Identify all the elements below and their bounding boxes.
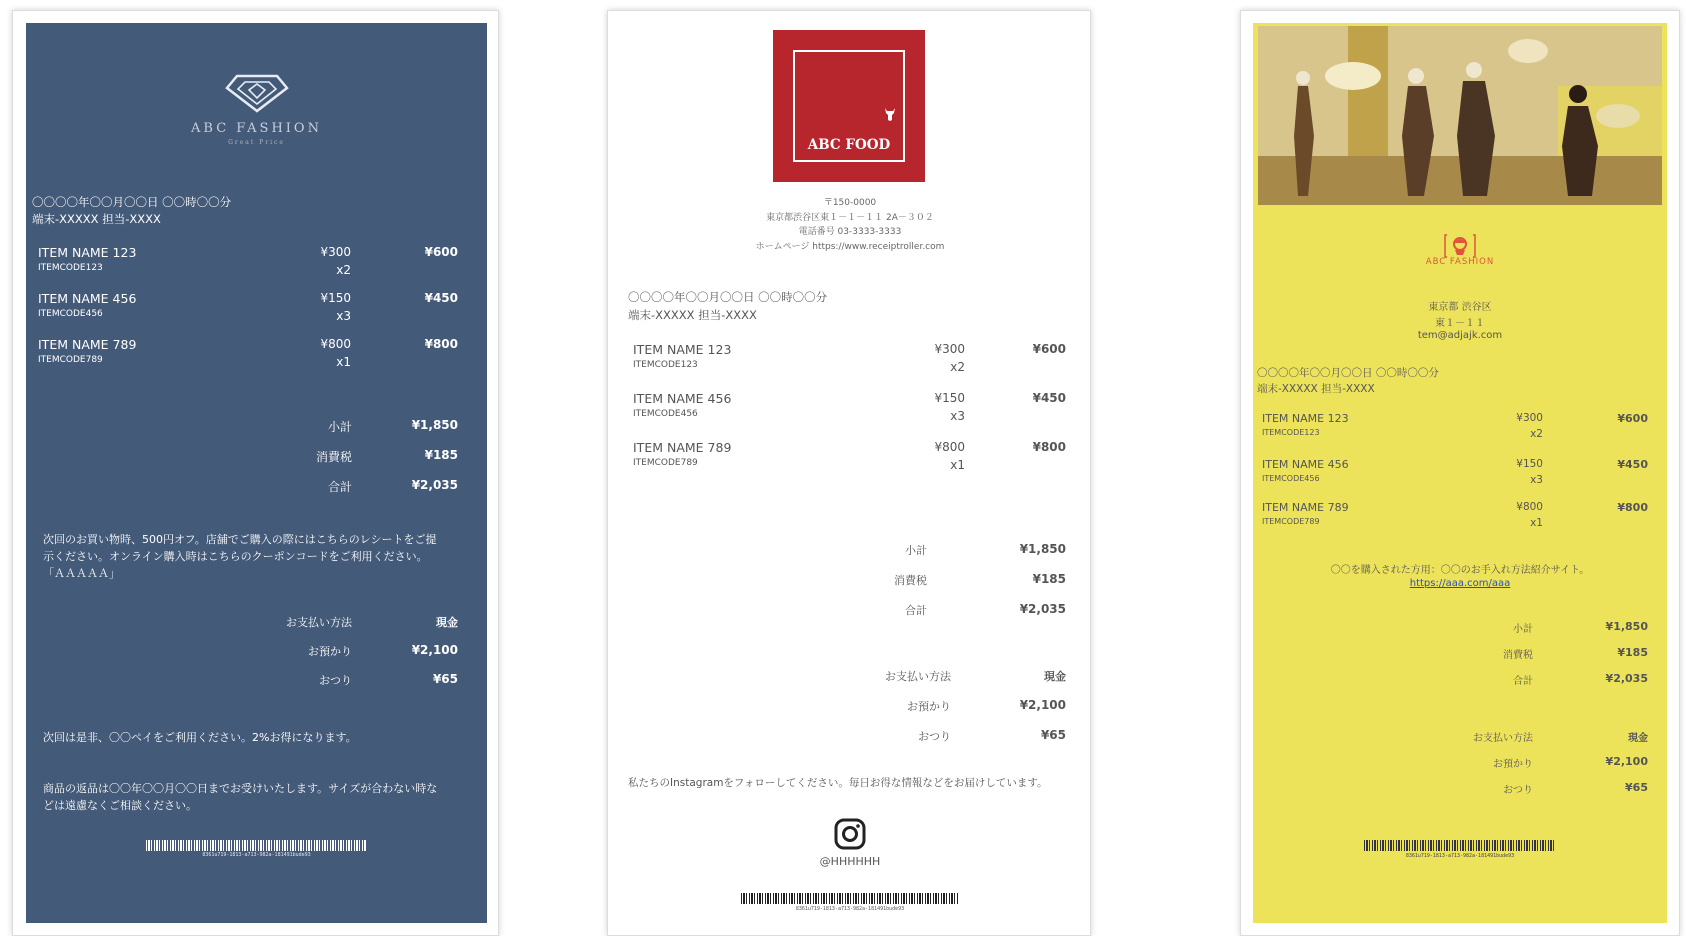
receipt-navy-panel (26, 23, 487, 923)
item-code: ITEMCODE123 (633, 360, 698, 370)
item-qty: x2 (1530, 428, 1543, 440)
received-label: お預かり (308, 645, 352, 658)
brand-name: ABC FASHION (191, 121, 322, 136)
received-label: お預かり (1493, 759, 1533, 770)
store-homepage: ホームページ https://www.receiptroller.com (755, 242, 945, 252)
payment-value: 現金 (436, 616, 458, 629)
terminal-line: 端末-XXXXX 担当-XXXX (1257, 383, 1375, 395)
change-label: おつり (319, 674, 352, 687)
item-qty: x1 (1530, 517, 1543, 529)
total-label: 合計 (905, 604, 927, 617)
total-label: 合計 (327, 480, 352, 494)
receipt-card-fashion-yellow (1240, 10, 1680, 936)
item-name: ITEM NAME 456 (38, 291, 137, 306)
item-amount: ¥450 (424, 291, 458, 305)
barcode (741, 893, 959, 904)
promo-link[interactable]: https://aaa.com/aaa (1409, 578, 1511, 589)
diamond-logo-icon (225, 73, 289, 113)
tax-label: 消費税 (315, 450, 352, 464)
subtotal-label: 小計 (905, 544, 927, 557)
promo-text: 〇〇を購入された方用：〇〇のお手入れ方法紹介サイト。 (1330, 565, 1590, 576)
barcode (1364, 840, 1556, 851)
subtotal-value: ¥1,850 (411, 418, 458, 432)
tax-label: 消費税 (1503, 650, 1533, 661)
item-name: ITEM NAME 123 (1262, 412, 1349, 425)
received-value: ¥2,100 (1019, 698, 1066, 712)
item-name: ITEM NAME 123 (633, 342, 732, 357)
unit-price: ¥150 (934, 391, 965, 405)
instagram-text: 私たちのInstagramをフォローしてください。毎日お得な情報などをお届けしています。 (628, 777, 1048, 789)
receipt-yellow-panel (1253, 23, 1667, 923)
barcode (146, 840, 367, 851)
subtotal-label: 小計 (1513, 624, 1533, 635)
date-line: 〇〇〇〇年〇〇月〇〇日 〇〇時〇〇分 (1257, 367, 1439, 379)
item-amount: ¥450 (1032, 391, 1066, 405)
item-name: ITEM NAME 123 (38, 245, 137, 260)
item-amount: ¥600 (1617, 412, 1648, 425)
receipt-card-fashion-navy (12, 10, 499, 936)
date-line: 〇〇〇〇年〇〇月〇〇日 〇〇時〇〇分 (628, 290, 828, 304)
item-code: ITEMCODE123 (38, 263, 103, 273)
item-qty: x3 (336, 309, 351, 323)
brand-tagline: Great Price (228, 139, 285, 146)
brand-name: ABC FASHION (1425, 257, 1495, 267)
barcode-number: 8361u719-1813-a713-982a-181491bude93 (202, 852, 311, 858)
food-logo (773, 30, 925, 182)
item-code: ITEMCODE456 (1262, 474, 1320, 483)
promo-text: 次回のお買い物時、500円オフ。店舗でご購入の際にはこちらのレシートをご提示ください。オンライン購入時はこちらのクーポンコードをご利用ください。「ＡＡＡＡＡ」 (43, 533, 437, 580)
store-photo (1258, 26, 1662, 205)
item-name: ITEM NAME 789 (633, 440, 732, 455)
change-label: おつり (1503, 785, 1533, 796)
store-address-line2: 東１－１１ (1435, 318, 1485, 329)
unit-price: ¥300 (320, 245, 351, 259)
return-note: 商品の返品は〇〇年〇〇月〇〇日までお受けいたします。サイズが合わない時などは遠慮なくご相談ください。 (43, 782, 438, 812)
tax-value: ¥185 (1617, 646, 1648, 659)
item-code: ITEMCODE456 (38, 309, 103, 319)
item-name: ITEM NAME 456 (1262, 458, 1349, 471)
received-label: お預かり (907, 700, 951, 713)
item-amount: ¥800 (1032, 440, 1066, 454)
barcode-number: 8361u719-1813-a713-982a-181491bude93 (795, 906, 905, 912)
subtotal-value: ¥1,850 (1605, 620, 1648, 633)
store-address: 東京都渋谷区東１－１－１１ 2A－３０２ (766, 213, 934, 223)
barcode-number: 8361u719-1813-a713-982a-181491bude93 (1405, 853, 1515, 859)
received-value: ¥2,100 (1605, 755, 1648, 768)
unit-price: ¥800 (320, 337, 351, 351)
bull-icon (884, 107, 896, 122)
received-value: ¥2,100 (411, 643, 458, 657)
store-address-line1: 東京都 渋谷区 (1428, 302, 1492, 313)
item-amount: ¥450 (1617, 458, 1648, 471)
item-name: ITEM NAME 456 (633, 391, 732, 406)
receipt-card-food-white (607, 10, 1091, 936)
item-qty: x2 (336, 263, 351, 277)
tax-value: ¥185 (424, 448, 458, 462)
unit-price: ¥800 (1516, 501, 1543, 513)
subtotal-value: ¥1,850 (1019, 542, 1066, 556)
item-amount: ¥800 (1617, 501, 1648, 514)
payment-label: お支払い方法 (1473, 733, 1533, 744)
subtotal-label: 小計 (327, 420, 352, 434)
item-amount: ¥800 (424, 337, 458, 351)
total-label: 合計 (1513, 676, 1533, 687)
item-qty: x1 (336, 355, 351, 369)
total-value: ¥2,035 (1605, 672, 1648, 685)
instagram-icon[interactable] (834, 818, 866, 850)
tax-label: 消費税 (894, 574, 927, 587)
tax-value: ¥185 (1032, 572, 1066, 586)
payment-value: 現金 (1628, 733, 1648, 744)
payment-note: 次回は是非、〇〇ペイをご利用ください。2%お得になります。 (43, 731, 357, 744)
item-code: ITEMCODE789 (38, 355, 103, 365)
postal-code: 〒150-0000 (823, 198, 877, 208)
item-qty: x2 (950, 360, 965, 374)
item-code: ITEMCODE789 (633, 458, 698, 468)
brand-name: ABC FOOD (807, 137, 891, 153)
unit-price: ¥150 (1516, 458, 1543, 470)
payment-label: お支払い方法 (286, 616, 352, 629)
change-value: ¥65 (432, 672, 458, 686)
receipt-white-panel (608, 11, 1090, 935)
total-value: ¥2,035 (411, 478, 458, 492)
change-label: おつり (918, 730, 951, 743)
unit-price: ¥300 (1516, 412, 1543, 424)
item-code: ITEMCODE789 (1262, 517, 1320, 526)
unit-price: ¥300 (934, 342, 965, 356)
fashion-logo-icon (1443, 233, 1477, 259)
item-amount: ¥600 (1032, 342, 1066, 356)
terminal-line: 端末-XXXXX 担当-XXXX (628, 308, 757, 322)
date-line: 〇〇〇〇年〇〇月〇〇日 〇〇時〇〇分 (32, 195, 232, 209)
item-name: ITEM NAME 789 (1262, 501, 1349, 514)
unit-price: ¥150 (320, 291, 351, 305)
change-value: ¥65 (1625, 781, 1648, 794)
item-qty: x3 (950, 409, 965, 423)
change-value: ¥65 (1040, 728, 1066, 742)
payment-value: 現金 (1044, 670, 1066, 683)
item-qty: x1 (950, 458, 965, 472)
item-amount: ¥600 (424, 245, 458, 259)
unit-price: ¥800 (934, 440, 965, 454)
store-phone: 電話番号 03-3333-3333 (798, 227, 902, 237)
item-name: ITEM NAME 789 (38, 337, 137, 352)
store-email[interactable]: tem@adjajk.com (1417, 330, 1503, 341)
item-code: ITEMCODE456 (633, 409, 698, 419)
item-code: ITEMCODE123 (1262, 428, 1320, 437)
instagram-handle[interactable]: @HHHHHH (819, 855, 881, 868)
total-value: ¥2,035 (1019, 602, 1066, 616)
terminal-line: 端末-XXXXX 担当-XXXX (32, 212, 161, 226)
payment-label: お支払い方法 (885, 670, 951, 683)
item-qty: x3 (1530, 474, 1543, 486)
